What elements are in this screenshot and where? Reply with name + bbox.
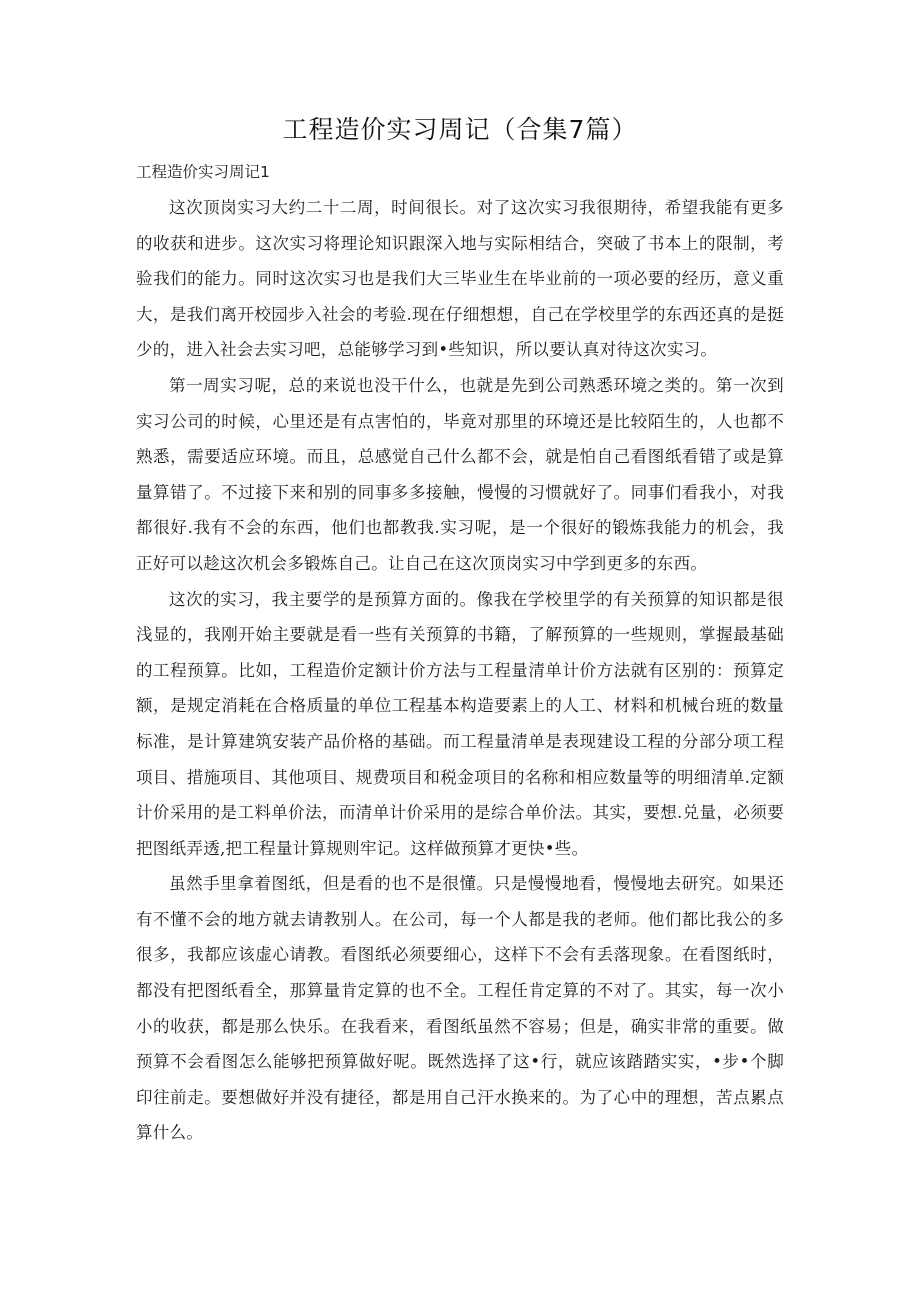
- document-body: [136, 190, 784, 1151]
- paragraph-2: 第一周实习呢，总的来说也没干什么，也就是先到公司熟悉环境之类的。第一次到实习公司的时候，心里还是有点害怕的，毕竟对那里的环境还是比较陌生的，人也都不熟悉，需要适应环境。而且，总感觉自己什么都不会，就是怕自己看图纸看错了或是算量算错了。不过接下来和别的同事多多接触，慢慢的习惯就好了。同事们看我小，对我都很好.我有不会的东西，他们也都教我.实习呢，是一个很好的锻炼我能力的机会，我正好可以趁这次机会多锻炼自己。让自己在这次顶岗实习中学到更多的东西。: [136, 375, 784, 573]
- paragraph-3: 这次的实习，我主要学的是预算方面的。像我在学校里学的有关预算的知识都是很浅显的，我刚开始主要就是看一些有关预算的书籍，了解预算的一些规则，掌握最基础的工程预算。比如，工程造价定额计价方法与工程量清单计价方法就有区别的：预算定额，是规定消耗在合格质量的单位工程基本构造要素上的人工、材料和机械台班的数量标准，是计算建筑安装产品价格的基础。而工程量清单是表现建设工程的分部分项工程项目、措施项目、其他项目、规费项目和税金项目的名称和相应数量等的明细清单.定额计价采用的是工料单价法，而清单计价采用的是综合单价法。其实，要想.兑量，必须要把图纸弄透,把工程量计算规则牢记。这样做预算才更快•些。: [136, 589, 784, 858]
- section-heading: 工程造价实习周记1: [136, 163, 270, 181]
- paragraph-4: 虽然手里拿着图纸，但是看的也不是很懂。只是慢慢地看，慢慢地去研究。如果还有不懂不会的地方就去请教别人。在公司，每一个人都是我的老师。他们都比我公的多很多，我都应该虚心请教。看图纸必须要细心，这样下不会有丢落现象。在看图纸时，都没有把图纸看全，那算量肯定算的也不全。工程任肯定算的不对了。其实，每一次小小的收获，都是那么快乐。在我看来，看图纸虽然不容易；但是，确实非常的重要。做预算不会看图怎么能够把预算做好呢。既然选择了这•行，就应该踏踏实实，•步•个脚印往前走。要想做好并没有捷径，都是用自己汗水换来的。为了心中的理想，苦点累点算什么。: [136, 874, 784, 1143]
- paragraph-1: 这次顶岗实习大约二十二周，时间很长。对了这次实习我很期待，希望我能有更多的收获和进步。这次实习将理论知识跟深入地与实际相结合，突破了书本上的限制，考验我们的能力。同时这次实习也是我们大三毕业生在毕业前的一项必要的经历，意义重大，是我们离开校园步入社会的考验.现在仔细想想，自己在学校里学的东西还真的是挺少的，进入社会去实习吧，总能够学习到•些知识，所以要认真对待这次实习。: [136, 198, 784, 360]
- document-title: 工程造价实习周记（合集7篇）: [282, 115, 638, 144]
